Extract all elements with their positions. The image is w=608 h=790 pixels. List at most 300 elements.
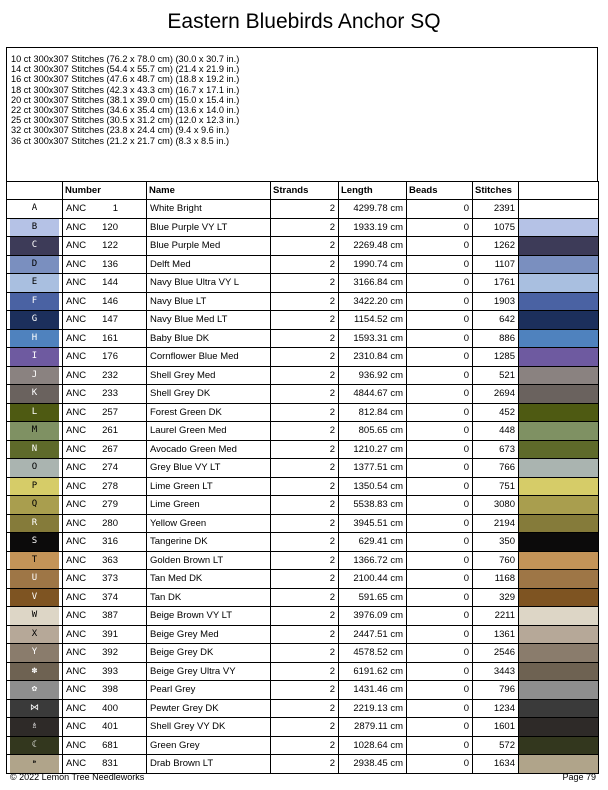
name-cell: Shell Grey DK	[147, 385, 271, 404]
header-stitches: Stitches	[473, 182, 519, 200]
stitches-cell: 329	[473, 588, 519, 607]
color-swatch	[519, 736, 599, 755]
number-cell	[63, 681, 147, 700]
thread-brand: ANC	[66, 610, 87, 622]
fabric-size-line: 14 ct 300x307 Stitches (54.4 x 55.7 cm) (21.4 x 21.9 in.)	[11, 64, 240, 75]
strands-cell: 2	[271, 200, 339, 219]
name-cell: Golden Brown LT	[147, 551, 271, 570]
stitches-cell: 572	[473, 736, 519, 755]
symbol-glyph: H	[10, 330, 59, 348]
table-row	[7, 662, 599, 681]
symbol-cell	[7, 551, 63, 570]
symbol-glyph: X	[10, 626, 59, 644]
thread-number: 261	[102, 425, 118, 437]
length-cell: 2219.13 cm	[339, 699, 407, 718]
length-cell: 1350.54 cm	[339, 477, 407, 496]
number-cell	[63, 422, 147, 441]
beads-cell: 0	[407, 551, 473, 570]
table-row	[7, 699, 599, 718]
name-cell: White Bright	[147, 200, 271, 219]
beads-cell: 0	[407, 607, 473, 626]
length-cell: 3976.09 cm	[339, 607, 407, 626]
beads-cell: 0	[407, 218, 473, 237]
beads-cell: 0	[407, 755, 473, 774]
name-cell: Grey Blue VY LT	[147, 459, 271, 478]
symbol-cell	[7, 644, 63, 663]
stitches-cell: 448	[473, 422, 519, 441]
number-cell	[63, 588, 147, 607]
strands-cell: 2	[271, 274, 339, 293]
color-swatch	[519, 459, 599, 478]
table-row	[7, 570, 599, 589]
symbol-cell	[7, 292, 63, 311]
color-swatch	[519, 718, 599, 737]
table-row	[7, 644, 599, 663]
name-cell: Shell Grey Med	[147, 366, 271, 385]
strands-cell: 2	[271, 699, 339, 718]
stitches-cell: 1107	[473, 255, 519, 274]
table-row	[7, 255, 599, 274]
stitches-cell: 1285	[473, 348, 519, 367]
table-row	[7, 403, 599, 422]
symbol-glyph: L	[10, 404, 59, 422]
thread-brand: ANC	[66, 591, 87, 603]
color-swatch	[519, 385, 599, 404]
table-row	[7, 422, 599, 441]
fabric-size-line: 18 ct 300x307 Stitches (42.3 x 43.3 cm) (16.7 x 17.1 in.)	[11, 84, 240, 95]
table-row	[7, 551, 599, 570]
color-swatch	[519, 699, 599, 718]
length-cell: 2879.11 cm	[339, 718, 407, 737]
length-cell: 1210.27 cm	[339, 440, 407, 459]
length-cell: 1154.52 cm	[339, 311, 407, 330]
symbol-glyph: E	[10, 274, 59, 292]
strands-cell: 2	[271, 403, 339, 422]
thread-number: 392	[102, 647, 118, 659]
strands-cell: 2	[271, 348, 339, 367]
stitches-cell: 886	[473, 329, 519, 348]
thread-brand: ANC	[66, 554, 87, 566]
symbol-glyph: O	[10, 459, 59, 477]
beads-cell: 0	[407, 736, 473, 755]
beads-cell: 0	[407, 459, 473, 478]
strands-cell: 2	[271, 681, 339, 700]
color-swatch	[519, 292, 599, 311]
thread-brand: ANC	[66, 536, 87, 548]
stitches-cell: 751	[473, 477, 519, 496]
stitches-cell: 760	[473, 551, 519, 570]
table-row	[7, 385, 599, 404]
symbol-cell	[7, 385, 63, 404]
symbol-glyph: V	[10, 589, 59, 607]
symbol-cell	[7, 274, 63, 293]
name-cell: Blue Purple Med	[147, 237, 271, 256]
number-cell	[63, 385, 147, 404]
table-row	[7, 477, 599, 496]
stitches-cell: 1601	[473, 718, 519, 737]
thread-number: 147	[102, 314, 118, 326]
number-cell	[63, 218, 147, 237]
page-number: Page 79	[562, 772, 596, 782]
thread-brand: ANC	[66, 369, 87, 381]
beads-cell: 0	[407, 477, 473, 496]
name-cell: Baby Blue DK	[147, 329, 271, 348]
symbol-cell	[7, 311, 63, 330]
length-cell: 2310.84 cm	[339, 348, 407, 367]
thread-number: 401	[102, 721, 118, 733]
thread-number: 161	[102, 332, 118, 344]
fabric-size-line: 25 ct 300x307 Stitches (30.5 x 31.2 cm) (12.0 x 12.3 in.)	[11, 115, 240, 126]
symbol-cell	[7, 477, 63, 496]
thread-brand: ANC	[66, 702, 87, 714]
number-cell	[63, 292, 147, 311]
thread-brand: ANC	[66, 647, 87, 659]
thread-number: 257	[102, 406, 118, 418]
stitches-cell: 2194	[473, 514, 519, 533]
thread-brand: ANC	[66, 573, 87, 585]
number-cell	[63, 311, 147, 330]
strands-cell: 2	[271, 662, 339, 681]
number-cell	[63, 200, 147, 219]
strands-cell: 2	[271, 625, 339, 644]
symbol-cell	[7, 348, 63, 367]
thread-number: 280	[102, 517, 118, 529]
length-cell: 2447.51 cm	[339, 625, 407, 644]
symbol-cell	[7, 607, 63, 626]
thread-brand: ANC	[66, 221, 87, 233]
number-cell	[63, 329, 147, 348]
stitches-cell: 1761	[473, 274, 519, 293]
symbol-glyph: P	[10, 478, 59, 496]
color-swatch	[519, 755, 599, 774]
beads-cell: 0	[407, 385, 473, 404]
thread-brand: ANC	[66, 739, 87, 751]
name-cell: Beige Grey DK	[147, 644, 271, 663]
stitches-cell: 1361	[473, 625, 519, 644]
color-swatch	[519, 625, 599, 644]
header-length: Length	[339, 182, 407, 200]
thread-number: 176	[102, 351, 118, 363]
beads-cell: 0	[407, 718, 473, 737]
strands-cell: 2	[271, 718, 339, 737]
symbol-glyph: ⋈	[10, 700, 59, 718]
table-row	[7, 311, 599, 330]
thread-brand: ANC	[66, 480, 87, 492]
number-cell	[63, 403, 147, 422]
thread-number: 146	[102, 295, 118, 307]
symbol-cell	[7, 736, 63, 755]
length-cell: 4578.52 cm	[339, 644, 407, 663]
strands-cell: 2	[271, 237, 339, 256]
number-cell	[63, 699, 147, 718]
thread-brand: ANC	[66, 203, 87, 215]
strands-cell: 2	[271, 736, 339, 755]
stitches-cell: 521	[473, 366, 519, 385]
symbol-glyph: ☾	[10, 737, 59, 755]
number-cell	[63, 625, 147, 644]
length-cell: 3422.20 cm	[339, 292, 407, 311]
thread-brand: ANC	[66, 240, 87, 252]
color-swatch	[519, 237, 599, 256]
strands-cell: 2	[271, 292, 339, 311]
table-row	[7, 459, 599, 478]
symbol-cell	[7, 403, 63, 422]
color-swatch	[519, 514, 599, 533]
name-cell: Delft Med	[147, 255, 271, 274]
table-row	[7, 514, 599, 533]
table-row	[7, 348, 599, 367]
beads-cell: 0	[407, 644, 473, 663]
color-swatch	[519, 588, 599, 607]
header-beads: Beads	[407, 182, 473, 200]
table-row	[7, 718, 599, 737]
stitches-cell: 2211	[473, 607, 519, 626]
name-cell: Beige Grey Ultra VY	[147, 662, 271, 681]
beads-cell: 0	[407, 496, 473, 515]
thread-number: 122	[102, 240, 118, 252]
thread-key-table	[6, 181, 599, 774]
length-cell: 2938.45 cm	[339, 755, 407, 774]
stitches-cell: 1634	[473, 755, 519, 774]
thread-number: 274	[102, 462, 118, 474]
stitches-cell: 2391	[473, 200, 519, 219]
strands-cell: 2	[271, 459, 339, 478]
strands-cell: 2	[271, 440, 339, 459]
stitches-cell: 1262	[473, 237, 519, 256]
color-swatch	[519, 274, 599, 293]
name-cell: Navy Blue LT	[147, 292, 271, 311]
color-swatch	[519, 681, 599, 700]
thread-number: 387	[102, 610, 118, 622]
thread-number: 267	[102, 443, 118, 455]
symbol-glyph: D	[10, 256, 59, 274]
strands-cell: 2	[271, 755, 339, 774]
symbol-cell	[7, 422, 63, 441]
thread-brand: ANC	[66, 462, 87, 474]
header-symbol	[7, 182, 63, 200]
thread-number: 831	[102, 758, 118, 770]
name-cell: Cornflower Blue Med	[147, 348, 271, 367]
color-swatch	[519, 348, 599, 367]
color-swatch	[519, 533, 599, 552]
table-header-row	[7, 182, 599, 200]
thread-number: 120	[102, 221, 118, 233]
fabric-size-line: 10 ct 300x307 Stitches (76.2 x 78.0 cm) (30.0 x 30.7 in.)	[11, 54, 240, 64]
color-swatch	[519, 255, 599, 274]
name-cell: Tan Med DK	[147, 570, 271, 589]
symbol-glyph: U	[10, 570, 59, 588]
number-cell	[63, 570, 147, 589]
table-row	[7, 607, 599, 626]
table-row	[7, 440, 599, 459]
symbol-cell	[7, 237, 63, 256]
beads-cell: 0	[407, 200, 473, 219]
strands-cell: 2	[271, 644, 339, 663]
length-cell: 1431.46 cm	[339, 681, 407, 700]
strands-cell: 2	[271, 329, 339, 348]
fabric-size-line: 22 ct 300x307 Stitches (34.6 x 35.4 cm) (13.6 x 14.0 in.)	[11, 105, 240, 116]
strands-cell: 2	[271, 385, 339, 404]
thread-brand: ANC	[66, 628, 87, 640]
length-cell: 2100.44 cm	[339, 570, 407, 589]
number-cell	[63, 459, 147, 478]
number-cell	[63, 533, 147, 552]
symbol-glyph: Y	[10, 644, 59, 662]
symbol-cell	[7, 459, 63, 478]
stitches-cell: 1168	[473, 570, 519, 589]
name-cell: Yellow Green	[147, 514, 271, 533]
symbol-glyph: I	[10, 348, 59, 366]
table-row	[7, 496, 599, 515]
strands-cell: 2	[271, 311, 339, 330]
symbol-glyph: M	[10, 422, 59, 440]
beads-cell: 0	[407, 403, 473, 422]
thread-number: 398	[102, 684, 118, 696]
length-cell: 1366.72 cm	[339, 551, 407, 570]
fabric-size-line: 20 ct 300x307 Stitches (38.1 x 39.0 cm) (15.0 x 15.4 in.)	[11, 94, 240, 105]
color-swatch	[519, 477, 599, 496]
name-cell: Beige Grey Med	[147, 625, 271, 644]
symbol-cell	[7, 662, 63, 681]
thread-number: 278	[102, 480, 118, 492]
thread-number: 400	[102, 702, 118, 714]
name-cell: Beige Brown VY LT	[147, 607, 271, 626]
beads-cell: 0	[407, 329, 473, 348]
thread-brand: ANC	[66, 277, 87, 289]
color-swatch	[519, 366, 599, 385]
thread-number: 391	[102, 628, 118, 640]
color-swatch	[519, 200, 599, 219]
beads-cell: 0	[407, 422, 473, 441]
beads-cell: 0	[407, 366, 473, 385]
number-cell	[63, 755, 147, 774]
name-cell: Pewter Grey DK	[147, 699, 271, 718]
symbol-cell	[7, 699, 63, 718]
symbol-cell	[7, 218, 63, 237]
strands-cell: 2	[271, 570, 339, 589]
length-cell: 1028.64 cm	[339, 736, 407, 755]
symbol-glyph: Q	[10, 496, 59, 514]
strands-cell: 2	[271, 477, 339, 496]
color-swatch	[519, 662, 599, 681]
name-cell: Laurel Green Med	[147, 422, 271, 441]
name-cell: Lime Green LT	[147, 477, 271, 496]
stitches-cell: 2694	[473, 385, 519, 404]
stitches-cell: 1234	[473, 699, 519, 718]
thread-brand: ANC	[66, 665, 87, 677]
thread-brand: ANC	[66, 314, 87, 326]
strands-cell: 2	[271, 551, 339, 570]
header-number: Number	[63, 182, 147, 200]
thread-brand: ANC	[66, 258, 87, 270]
thread-brand: ANC	[66, 443, 87, 455]
length-cell: 4299.78 cm	[339, 200, 407, 219]
beads-cell: 0	[407, 699, 473, 718]
header-swatch	[519, 182, 599, 200]
thread-brand: ANC	[66, 295, 87, 307]
length-cell: 1933.19 cm	[339, 218, 407, 237]
symbol-glyph: ♗	[10, 718, 59, 736]
symbol-glyph: ⁍	[10, 755, 59, 773]
thread-number: 374	[102, 591, 118, 603]
table-row	[7, 218, 599, 237]
beads-cell: 0	[407, 311, 473, 330]
length-cell: 805.65 cm	[339, 422, 407, 441]
copyright-text: © 2022 Lemon Tree Needleworks	[10, 772, 145, 782]
beads-cell: 0	[407, 292, 473, 311]
number-cell	[63, 662, 147, 681]
header-name: Name	[147, 182, 271, 200]
symbol-glyph: R	[10, 515, 59, 533]
symbol-glyph: W	[10, 607, 59, 625]
symbol-cell	[7, 681, 63, 700]
stitches-cell: 2546	[473, 644, 519, 663]
symbol-glyph: K	[10, 385, 59, 403]
symbol-cell	[7, 440, 63, 459]
name-cell: Navy Blue Med LT	[147, 311, 271, 330]
table-row	[7, 237, 599, 256]
name-cell: Drab Brown LT	[147, 755, 271, 774]
stitches-cell: 1075	[473, 218, 519, 237]
name-cell: Tangerine DK	[147, 533, 271, 552]
strands-cell: 2	[271, 422, 339, 441]
number-cell	[63, 255, 147, 274]
length-cell: 629.41 cm	[339, 533, 407, 552]
thread-brand: ANC	[66, 758, 87, 770]
fabric-size-line: 32 ct 300x307 Stitches (23.8 x 24.4 cm) (9.4 x 9.6 in.)	[11, 125, 230, 136]
stitches-cell: 766	[473, 459, 519, 478]
length-cell: 812.84 cm	[339, 403, 407, 422]
symbol-glyph: S	[10, 533, 59, 551]
length-cell: 4844.67 cm	[339, 385, 407, 404]
symbol-glyph: C	[10, 237, 59, 255]
page-title: Eastern Bluebirds Anchor SQ	[167, 10, 441, 33]
name-cell: Forest Green DK	[147, 403, 271, 422]
color-swatch	[519, 440, 599, 459]
table-row	[7, 200, 599, 219]
stitches-cell: 350	[473, 533, 519, 552]
symbol-cell	[7, 570, 63, 589]
number-cell	[63, 440, 147, 459]
symbol-glyph: ✿	[10, 681, 59, 699]
length-cell: 1990.74 cm	[339, 255, 407, 274]
fabric-size-list	[6, 47, 598, 182]
beads-cell: 0	[407, 255, 473, 274]
color-swatch	[519, 218, 599, 237]
symbol-glyph: N	[10, 441, 59, 459]
thread-number: 363	[102, 554, 118, 566]
strands-cell: 2	[271, 255, 339, 274]
number-cell	[63, 514, 147, 533]
number-cell	[63, 366, 147, 385]
number-cell	[63, 477, 147, 496]
color-swatch	[519, 329, 599, 348]
name-cell: Lime Green	[147, 496, 271, 515]
color-swatch	[519, 570, 599, 589]
length-cell: 3945.51 cm	[339, 514, 407, 533]
strands-cell: 2	[271, 588, 339, 607]
thread-brand: ANC	[66, 351, 87, 363]
symbol-cell	[7, 755, 63, 774]
thread-brand: ANC	[66, 425, 87, 437]
fabric-size-line: 16 ct 300x307 Stitches (47.6 x 48.7 cm) (18.8 x 19.2 in.)	[11, 74, 240, 85]
length-cell: 1377.51 cm	[339, 459, 407, 478]
table-row	[7, 533, 599, 552]
thread-number: 232	[102, 369, 118, 381]
thread-brand: ANC	[66, 499, 87, 511]
beads-cell: 0	[407, 570, 473, 589]
beads-cell: 0	[407, 662, 473, 681]
